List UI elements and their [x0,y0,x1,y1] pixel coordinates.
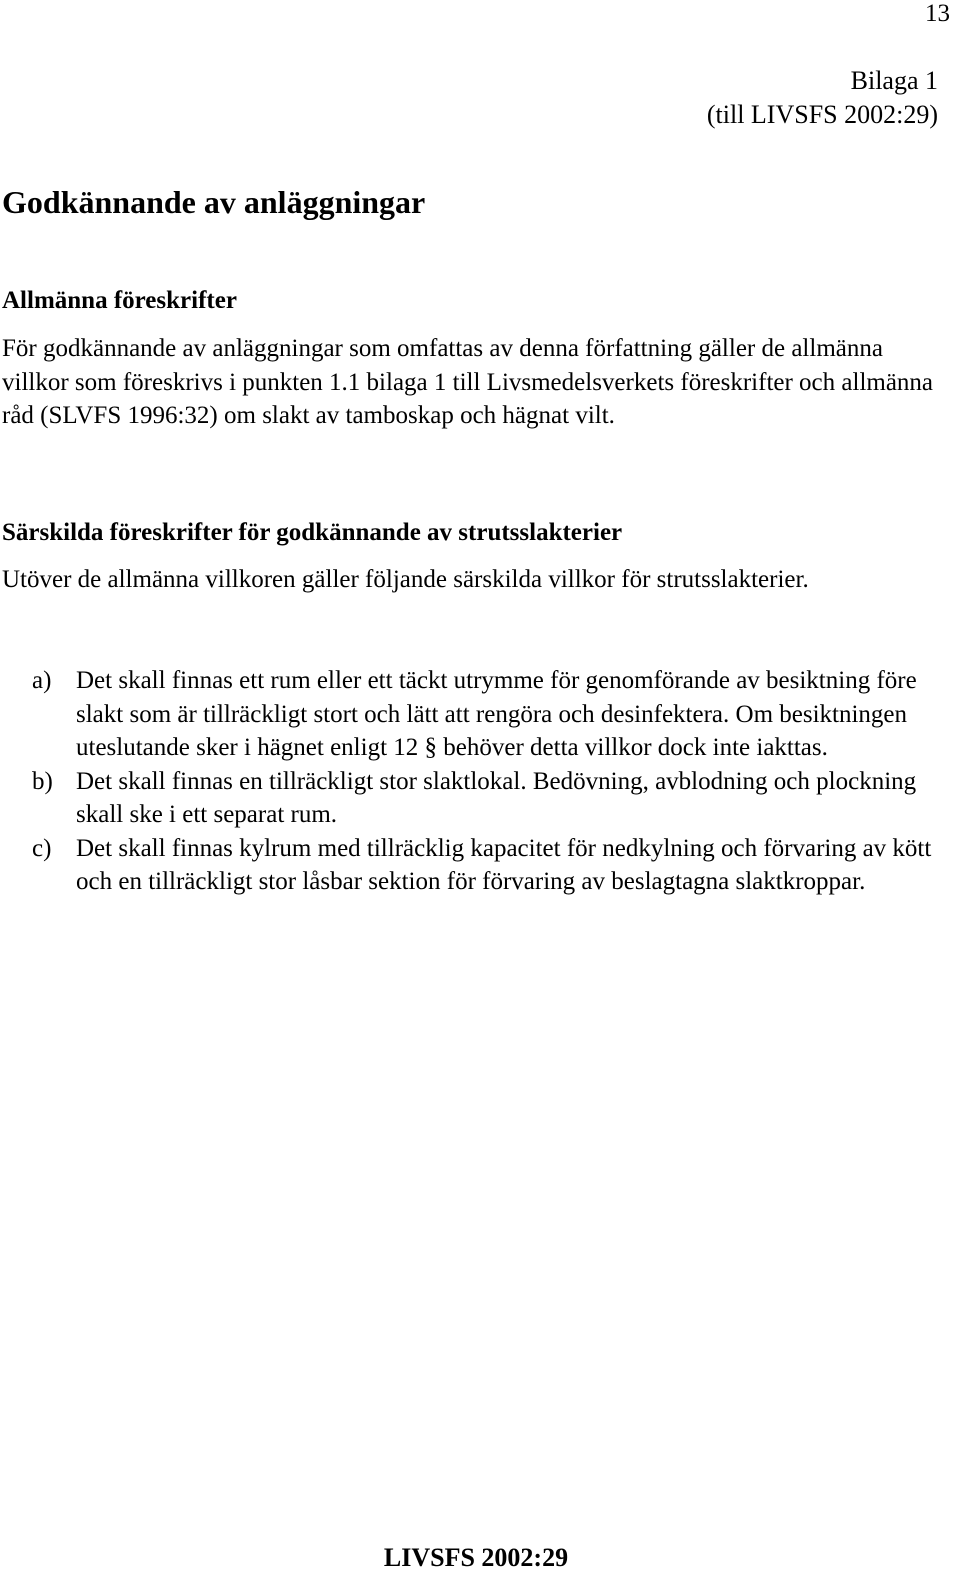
special-provisions-heading: Särskilda föreskrifter för godkännande av strutsslakterier [2,519,623,546]
condition-text: Det skall finnas en tillräckligt stor slaktlokal. Bedövning, avblodning och plockning skall ske i ett separat rum. [76,767,917,828]
condition-marker: c) [32,834,52,862]
general-provisions-heading: Allmänna föreskrifter [2,287,237,314]
special-provisions-intro: Utöver de allmänna villkoren gäller följande särskilda villkor för strutsslakterier. [2,566,809,593]
annex-label [707,64,938,132]
footer-reference: LIVSFS 2002:29 [383,1543,569,1572]
condition-marker: a) [32,667,52,694]
condition-item-a [2,664,942,765]
annex-line-2: (till LIVSFS 2002:29) [706,100,938,129]
condition-text: Det skall finnas kylrum med tillräcklig kapacitet för nedkylning och förvaring av kött och en tillräckligt stor låsbar sektion för förvaring av beslagtagna slaktkroppar. [76,834,932,895]
annex-line-1: Bilaga 1 [850,66,938,95]
condition-text: Det skall finnas ett rum eller ett täckt utrymme för genomförande av besiktning före slakt som är tillräckligt stort och lätt att rengöra och desinfektera. Om besiktningen uteslutande sker i hägnet enligt 12 § behöver detta villkor dock inte iakttas. [76,667,917,761]
general-provisions-text: För godkännande av anläggningar som omfattas av denna författning gäller de allmänna villkor som föreskrivs i punkten 1.1 bilaga 1 till Livsmedelsverkets föreskrifter och allmänna råd (SLVFS 1996:32) om slakt av tamboskap och hägnat vilt. [2,335,934,429]
page-number: 13 [925,0,950,27]
document-title: Godkännande av anläggningar [2,184,426,220]
condition-marker: b) [32,767,53,795]
condition-item-c [2,832,942,899]
conditions-list [2,664,942,899]
condition-item-b [2,765,942,832]
